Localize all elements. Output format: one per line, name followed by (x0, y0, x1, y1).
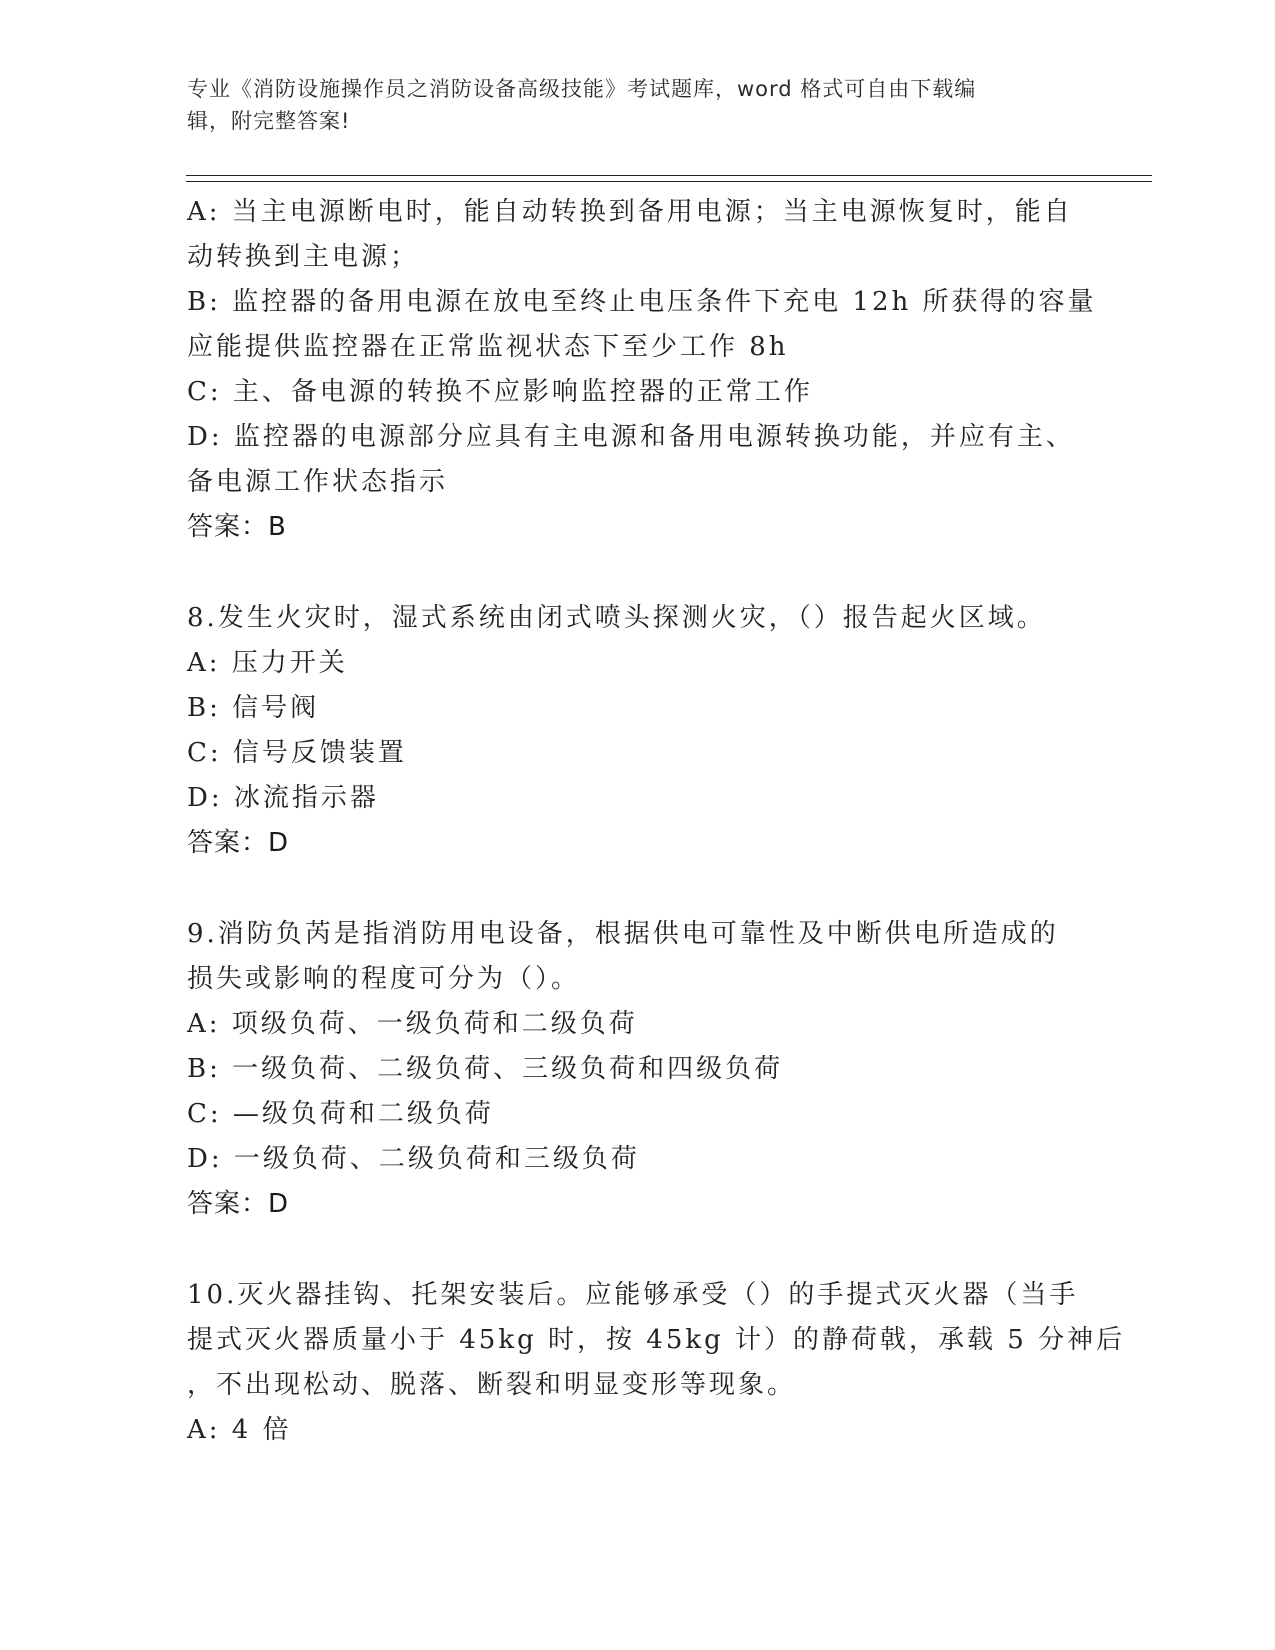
q7-answer: 答案：B (187, 512, 287, 542)
header-line-2: 辑，附完整答案! (187, 109, 351, 133)
document-header (187, 73, 1067, 137)
spacer (187, 866, 1087, 912)
q9-option-b: B: 一级负荷、二级负荷、三级负荷和四级负荷 (187, 1054, 784, 1084)
question-8-block (187, 596, 1087, 866)
q9-option-c: C: —级负荷和二级负荷 (187, 1099, 494, 1129)
q8-option-d: D: 冰流指示器 (187, 783, 379, 813)
question-7-block (187, 190, 1097, 550)
q7-option-c: C: 主、备电源的转换不应影响监控器的正常工作 (187, 377, 813, 407)
q10-question-line-3: ，不出现松动、脱落、断裂和明显变形等现象。 (187, 1370, 797, 1400)
q7-option-a-line-2: 动转换到主电源； (187, 242, 420, 272)
q7-option-d-line-1: D: 监控器的电源部分应具有主电源和备用电源转换功能，并应有主、 (187, 422, 1075, 452)
q10-question-line-2: 提式灭火器质量小于 45kg 时，按 45kg 计）的静荷戟，承载 5 分神后 (187, 1325, 1126, 1355)
header-rule-bottom (186, 181, 1152, 182)
spacer (187, 550, 1087, 596)
q7-option-d-line-2: 备电源工作状态指示 (187, 467, 449, 497)
q8-option-a: A: 压力开关 (187, 648, 348, 678)
q10-option-a: A: 4 倍 (187, 1415, 292, 1445)
q7-option-a-line-1: A: 当主电源断电时，能自动转换到备用电源；当主电源恢复时，能自 (187, 197, 1073, 227)
q9-question-line-1: 9.消防负芮是指消防用电设备，根据供电可靠性及中断供电所造成的 (187, 919, 1059, 949)
q9-question-line-2: 损失或影响的程度可分为（）。 (187, 964, 581, 994)
q7-option-b-line-2: 应能提供监控器在正常监视状态下至少工作 8h (187, 332, 789, 362)
question-content (187, 190, 1126, 1453)
header-rule-top (186, 175, 1152, 176)
q9-option-d: D: 一级负荷、二级负荷和三级负荷 (187, 1144, 640, 1174)
q8-option-b: B: 信号阀 (187, 693, 320, 723)
question-9-block (187, 912, 1087, 1227)
q9-option-a: A: 项级负荷、一级负荷和二级负荷 (187, 1009, 638, 1039)
q9-answer: 答案：D (187, 1189, 290, 1219)
q8-option-c: C: 信号反馈装置 (187, 738, 407, 768)
header-line-1: 专业《消防设施操作员之消防设备高级技能》考试题库，word 格式可自由下载编 (187, 77, 977, 101)
spacer (187, 1227, 1087, 1273)
q7-option-b-line-1: B: 监控器的备用电源在放电至终止电压条件下充电 12h 所获得的容量 (187, 287, 1097, 317)
q8-question: 8.发生火灾时，湿式系统由闭式喷头探测火灾，（）报告起火区域。 (187, 603, 1046, 633)
q10-question-line-1: 10.灭火器挂钩、托架安装后。应能够承受（）的手提式灭火器（当手 (187, 1280, 1079, 1310)
q8-answer: 答案：D (187, 828, 290, 858)
question-10-block (187, 1273, 1126, 1453)
